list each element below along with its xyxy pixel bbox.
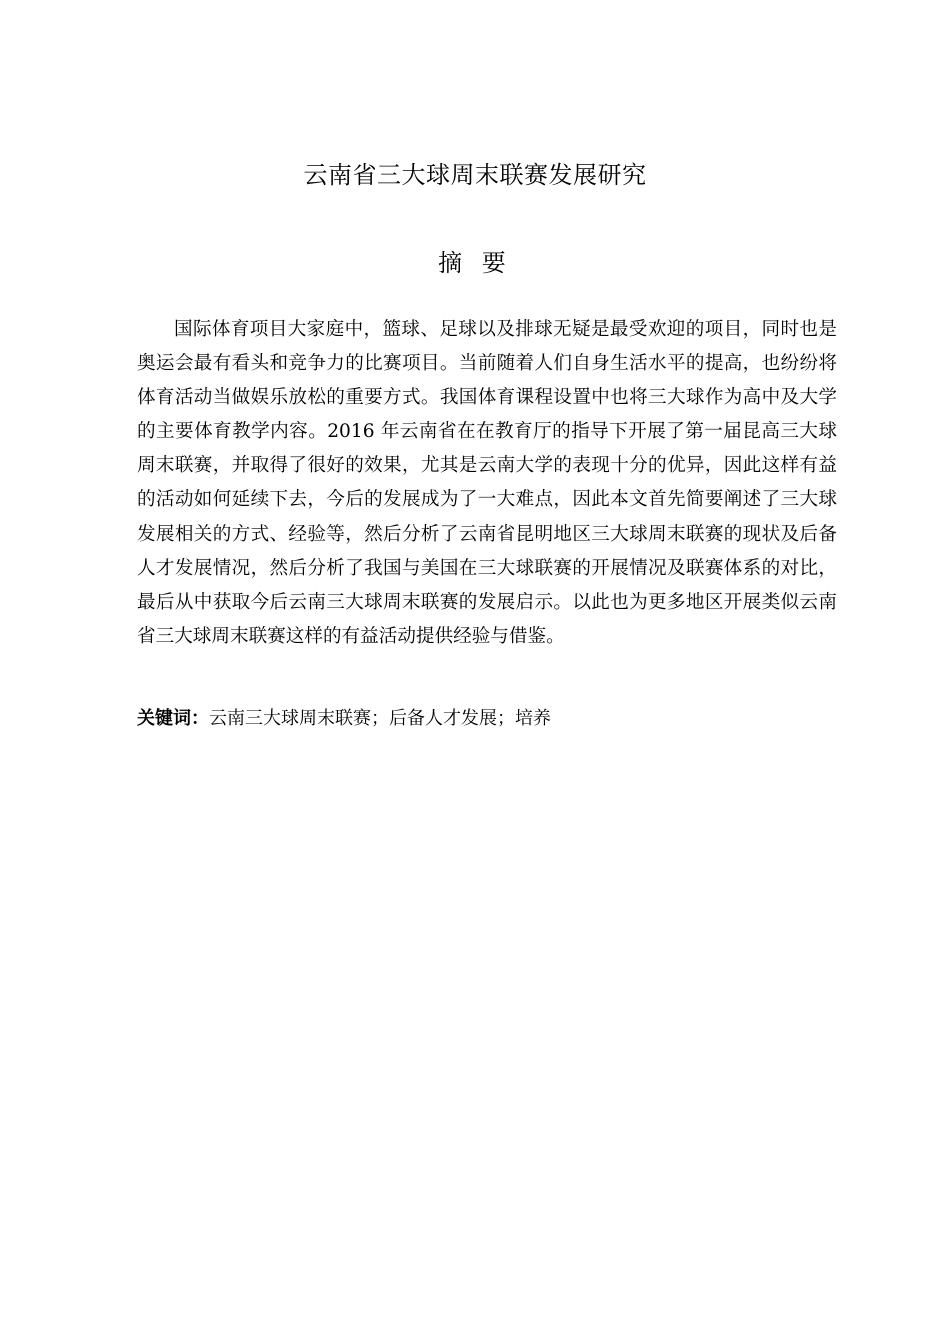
abstract-paragraph: 国际体育项目大家庭中，篮球、足球以及排球无疑是最受欢迎的项目，同时也是奥运会最有看头和竞争力的比赛项目。当前随着人们自身生活水平的提高，也纷纷将体育活动当做娱乐放松的重要方式。我国体育课程设置中也将三大球作为高中及大学的主要体育教学内容。2016 年云南省在在教育厅的指导下开展了第一届昆高三大球周末联赛，并取得了很好的效果，尤其是云南大学的表现十分的优异，因此这样有益的活动如何延续下去，今后的发展成为了一大难点，因此本文首先简要阐述了三大球发展相关的方式、经验等，然后分析了云南省昆明地区三大球周末联赛的现状及后备人才发展情况，然后分析了我国与美国在三大球联赛的开展情况及联赛体系的对比，最后从中获取今后云南三大球周末联赛的发展启示。以此也为更多地区开展类似云南省三大球周末联赛这样的有益活动提供经验与借鉴。 xyxy=(137,319,837,647)
keywords-line xyxy=(137,704,837,734)
keywords-text: 云南三大球周末联赛；后备人才发展；培养 xyxy=(209,708,551,729)
abstract-heading: 摘 要 xyxy=(438,249,512,277)
paper-title: 云南省三大球周末联赛发展研究 xyxy=(303,161,647,189)
keywords-label: 关键词： xyxy=(137,708,209,729)
